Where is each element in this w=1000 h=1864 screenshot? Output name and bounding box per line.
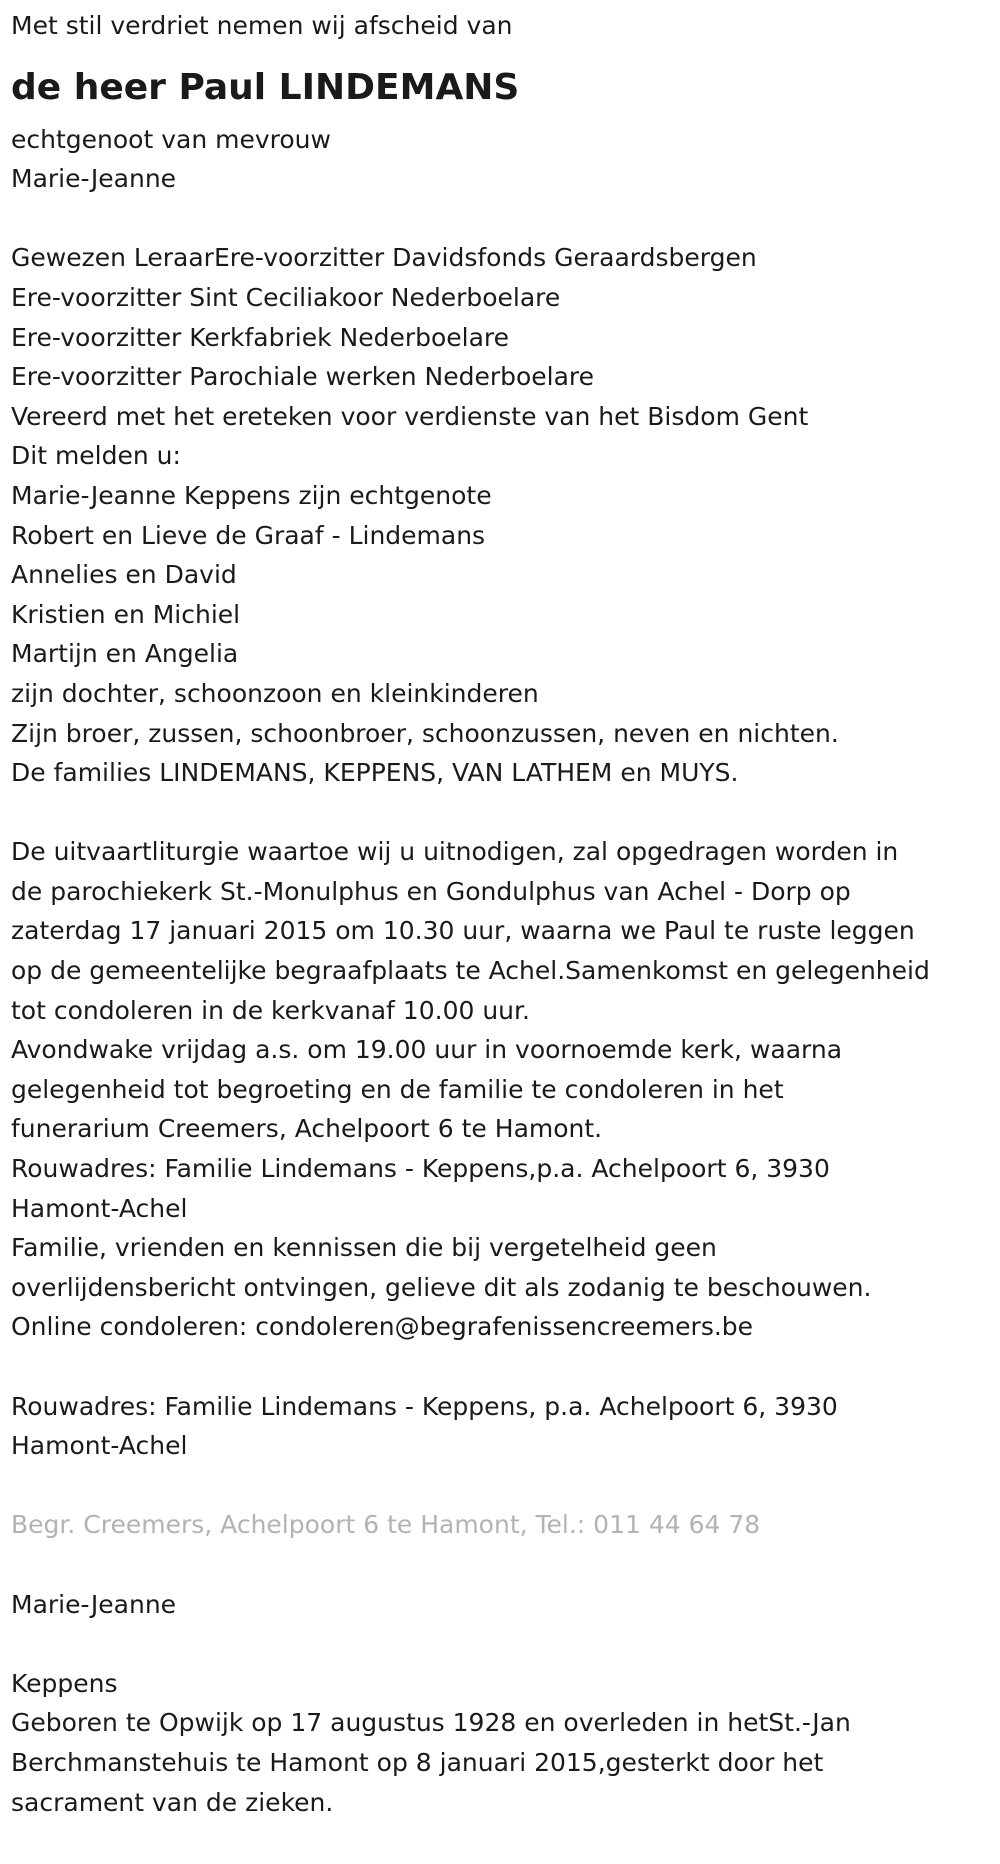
text-line: De uitvaartliturgie waartoe wij u uitnodigen, zal opgedragen worden in [11,837,899,867]
address-block [11,1387,996,1466]
condolence-email-line: Online condoleren: condoleren@begrafenissencreemers.be [11,1312,754,1342]
spacer [11,1624,996,1664]
text-line: gelegenheid tot begroeting en de familie te condoleren in het [11,1074,784,1104]
text-line: Berchmanstehuis te Hamont op 8 januari 2015,gesterkt door het [11,1747,824,1777]
text-line: zijn dochter, schoonzoon en kleinkinderen [11,678,539,708]
text-line: Avondwake vrijdag a.s. om 19.00 uur in voornoemde kerk, waarna [11,1035,843,1065]
text-line: tot condoleren in de kerkvanaf 10.00 uur. [11,995,530,1025]
text-line: Kristien en Michiel [11,599,241,629]
funeral-home-info: Begr. Creemers, Achelpoort 6 te Hamont, Tel.: 011 44 64 78 [11,1510,761,1540]
text-line: op de gemeentelijke begraafplaats te Achel.Samenkomst en gelegenheid [11,956,930,986]
text-line: Martijn en Angelia [11,639,239,669]
text-line: Dit melden u: [11,441,181,471]
text-line: funerarium Creemers, Achelpoort 6 te Hamont. [11,1114,603,1144]
birth-death-block [11,1703,996,1822]
ceremony-block [11,832,996,1347]
spacer [11,1347,996,1387]
intro-text: Met stil verdriet nemen wij afscheid van [11,11,513,40]
spouse-last-name: Keppens [11,1668,118,1698]
text-line: De families LINDEMANS, KEPPENS, VAN LATHEM en MUYS. [11,758,739,788]
text-line: overlijdensbericht ontvingen, gelieve dit als zodanig te beschouwen. [11,1272,872,1302]
text-line: Ere-voorzitter Kerkfabriek Nederboelare [11,322,510,352]
text-line: Hamont-Achel [11,1193,188,1223]
spacer [11,1466,996,1506]
text-line: Familie, vrienden en kennissen die bij vergetelheid geen [11,1233,717,1263]
text-line: Gewezen LeraarEre-voorzitter Davidsfonds Geraardsbergen [11,243,757,273]
text-line: Marie-Jeanne Keppens zijn echtgenote [11,480,492,510]
text-line: Geboren te Opwijk op 17 augustus 1928 en overleden in hetSt.-Jan [11,1708,851,1738]
text-line: Robert en Lieve de Graaf - Lindemans [11,520,486,550]
deceased-name: de heer Paul LINDEMANS [11,66,520,108]
spouse-first-name: Marie-Jeanne [11,1589,177,1619]
titles-and-family-block [11,238,996,792]
address-line: Rouwadres: Familie Lindemans - Keppens, p.a. Achelpoort 6, 3930 [11,1391,838,1421]
text-line: Ere-voorzitter Sint Ceciliakoor Nederboelare [11,282,561,312]
text-line: de parochiekerk St.-Monulphus en Gondulphus van Achel - Dorp op [11,876,851,906]
text-line: Ere-voorzitter Parochiale werken Nederboelare [11,362,595,392]
text-line: Vereerd met het ereteken voor verdienste van het Bisdom Gent [11,401,809,431]
text-line: Zijn broer, zussen, schoonbroer, schoonzussen, neven en nichten. [11,718,839,748]
spacer [11,199,996,239]
text-line: sacrament van de zieken. [11,1787,334,1817]
spacer [11,1545,996,1585]
spacer [11,793,996,833]
address-line: Hamont-Achel [11,1431,188,1461]
spouse-block [11,120,996,199]
text-line: Annelies en David [11,560,237,590]
spouse-line: echtgenoot van mevrouw [11,124,331,154]
text-line: zaterdag 17 januari 2015 om 10.30 uur, waarna we Paul te ruste leggen [11,916,915,946]
text-line: Rouwadres: Familie Lindemans - Keppens,p.a. Achelpoort 6, 3930 [11,1154,830,1184]
spouse-line: Marie-Jeanne [11,164,177,194]
